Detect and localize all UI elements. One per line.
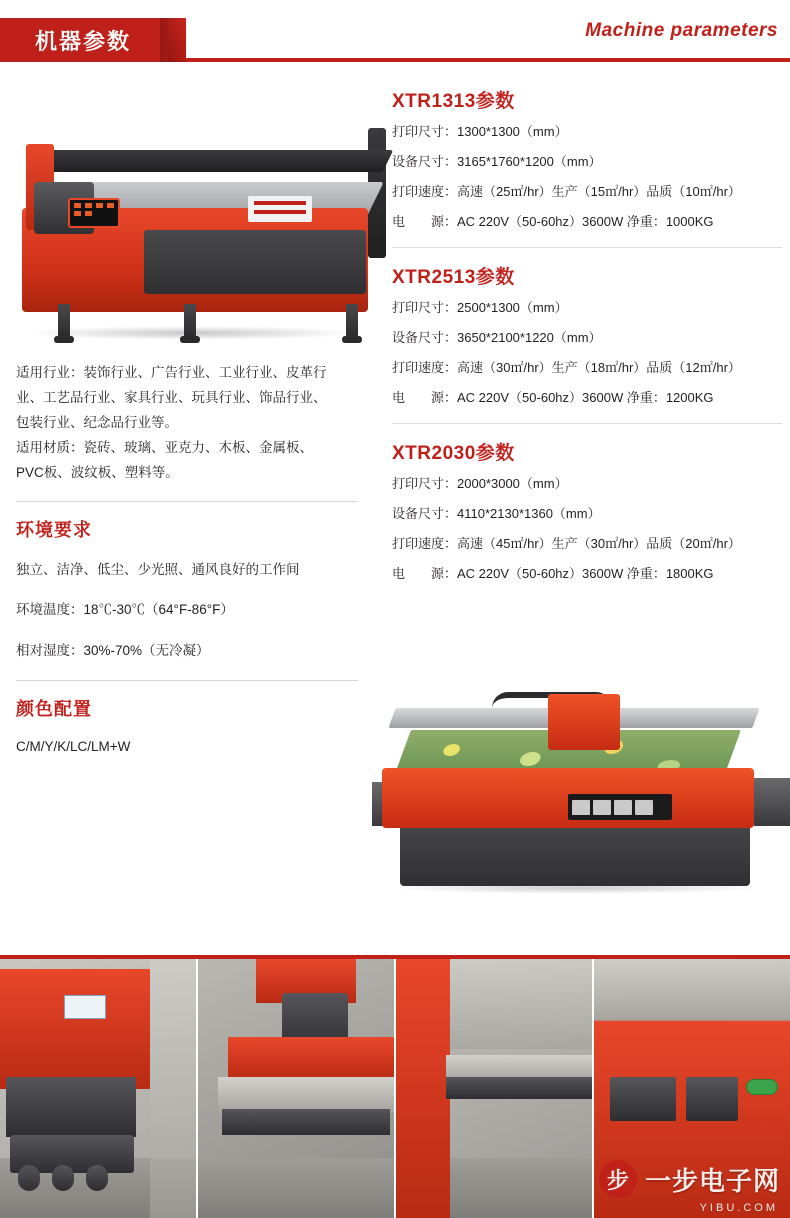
spec-value: 高速（30㎡/hr）生产（18㎡/hr）品质（12㎡/hr） xyxy=(457,360,741,375)
spec-model-title: XTR1313参数 xyxy=(392,91,515,112)
environment-title: 环境要求 xyxy=(16,520,92,540)
machine-red-body xyxy=(228,1037,394,1081)
printer-rail xyxy=(41,150,394,172)
header-tab-shadow xyxy=(160,18,186,62)
printer-foot xyxy=(54,336,74,343)
spec-label: 打印速度： xyxy=(392,360,458,375)
detail-photo-2 xyxy=(198,959,394,1218)
printer-right-block xyxy=(754,778,790,826)
machine-base xyxy=(222,1109,390,1135)
header-underline xyxy=(186,58,790,62)
spec-row xyxy=(392,383,782,413)
spec-value: AC 220V（50-60hz）3600W 净重：1000KG xyxy=(457,214,714,229)
photo-background xyxy=(450,959,592,1049)
printer-photo-secondary xyxy=(372,690,790,898)
watermark xyxy=(599,1160,780,1198)
environment-line-3: 相对湿度：30%-70%（无冷凝） xyxy=(16,642,210,658)
industries-line-1: 适用行业：装饰行业、广告行业、工业行业、皮革行 xyxy=(16,365,327,380)
printer-control-panel xyxy=(68,198,120,228)
industries-line-3: 包装行业、纪念品行业等。 xyxy=(16,415,178,430)
materials-line-1: 适用材质：瓷砖、玻璃、亚克力、木板、金属板、 xyxy=(16,440,313,455)
spec-block-xtr2030 xyxy=(392,438,782,589)
spec-row xyxy=(392,293,782,323)
left-column xyxy=(0,78,372,760)
spec-label: 打印尺寸： xyxy=(392,124,458,139)
photo-background xyxy=(150,959,196,1218)
printer-foot xyxy=(180,336,200,343)
divider xyxy=(392,423,782,424)
machine-rail-dark xyxy=(446,1077,592,1099)
color-config-value: C/M/Y/K/LC/LM+W xyxy=(16,738,131,754)
color-config-title: 颜色配置 xyxy=(16,698,92,719)
print-pattern-dot xyxy=(441,744,461,756)
right-column xyxy=(378,78,790,589)
indicator-light xyxy=(746,1079,778,1095)
machine-knob xyxy=(18,1165,40,1191)
terminal-block xyxy=(610,1077,676,1121)
spec-value: 2000*3000（mm） xyxy=(457,476,568,491)
divider xyxy=(392,247,782,248)
watermark-badge: 步 xyxy=(599,1160,637,1198)
printer-foot xyxy=(342,336,362,343)
page-title-english: Machine parameters xyxy=(585,20,778,41)
environment-line-1: 独立、洁净、低尘、少光照、通风良好的工作间 xyxy=(16,561,300,577)
spec-label: 设备尺寸： xyxy=(392,154,458,169)
spec-block-xtr1313 xyxy=(392,86,782,237)
spec-model-title: XTR2513参数 xyxy=(392,267,515,288)
spec-row xyxy=(392,177,782,207)
print-pattern-dot xyxy=(518,752,543,766)
environment-line-2: 环境温度：18℃-30℃（64°F-86°F） xyxy=(16,602,234,617)
spec-row xyxy=(392,117,782,147)
divider xyxy=(16,501,358,502)
applications-block xyxy=(16,360,358,485)
machine-knob xyxy=(52,1165,74,1191)
machine-rail xyxy=(218,1077,394,1113)
spec-value: 2500*1300（mm） xyxy=(457,300,568,315)
spec-value: AC 220V（50-60hz）3600W 净重：1200KG xyxy=(457,390,714,405)
spec-block-xtr2513 xyxy=(392,262,782,413)
spec-label: 电 源： xyxy=(392,566,458,581)
spec-value: 3650*2100*1220（mm） xyxy=(457,330,602,345)
machine-red-panel xyxy=(396,959,450,1218)
terminal-block xyxy=(686,1077,738,1121)
spec-value: 4110*2130*1360（mm） xyxy=(457,506,601,521)
watermark-subtext: YIBU.COM xyxy=(699,1202,778,1214)
spec-row xyxy=(392,559,782,589)
spec-label: 打印尺寸： xyxy=(392,300,458,315)
spec-label: 打印尺寸： xyxy=(392,476,458,491)
spec-row xyxy=(392,529,782,559)
spec-row xyxy=(392,353,782,383)
spec-label: 打印速度： xyxy=(392,536,458,551)
printer-brand-plate xyxy=(248,196,312,222)
spec-row xyxy=(392,499,782,529)
spec-value: 高速（25㎡/hr）生产（15㎡/hr）品质（10㎡/hr） xyxy=(457,184,741,199)
spec-label: 设备尺寸： xyxy=(392,506,458,521)
spec-label: 打印速度： xyxy=(392,184,458,199)
spec-row xyxy=(392,147,782,177)
materials-line-2: PVC板、波纹板、塑料等。 xyxy=(16,465,179,480)
machine-red-panel xyxy=(0,969,150,1089)
spec-label: 设备尺寸： xyxy=(392,330,458,345)
spec-row xyxy=(392,469,782,499)
spec-value: 3165*1760*1200（mm） xyxy=(457,154,602,169)
divider xyxy=(16,680,358,681)
environment-block xyxy=(16,556,358,664)
machine-dark-unit xyxy=(6,1077,136,1137)
printer-leg xyxy=(346,304,358,338)
photo-background xyxy=(594,959,790,1021)
spec-value: AC 220V（50-60hz）3600W 净重：1800KG xyxy=(457,566,714,581)
industries-line-2: 业、工艺品行业、家具行业、玩具行业、饰品行业、 xyxy=(16,390,327,405)
page-header xyxy=(0,0,790,78)
printer-photo-main xyxy=(16,90,374,360)
printer-control-panel xyxy=(568,794,672,820)
spec-label: 电 源： xyxy=(392,214,458,229)
spec-row xyxy=(392,323,782,353)
spec-value: 1300*1300（mm） xyxy=(457,124,568,139)
machine-label-sticker xyxy=(64,995,106,1019)
printer-leg xyxy=(184,304,196,338)
printer-leg xyxy=(58,304,70,338)
spec-label: 电 源： xyxy=(392,390,458,405)
spec-row xyxy=(392,207,782,237)
detail-photo-1 xyxy=(0,959,196,1218)
printer-base-dark xyxy=(144,230,366,294)
photo-floor xyxy=(198,1158,394,1218)
watermark-text: 一步电子网 xyxy=(644,1165,780,1196)
page-title: 机器参数 xyxy=(0,18,168,62)
spec-model-title: XTR2030参数 xyxy=(392,443,515,464)
machine-knob xyxy=(86,1165,108,1191)
spec-value: 高速（45㎡/hr）生产（30㎡/hr）品质（20㎡/hr） xyxy=(457,536,741,551)
printer-carriage xyxy=(548,694,620,750)
detail-photo-3 xyxy=(396,959,592,1218)
